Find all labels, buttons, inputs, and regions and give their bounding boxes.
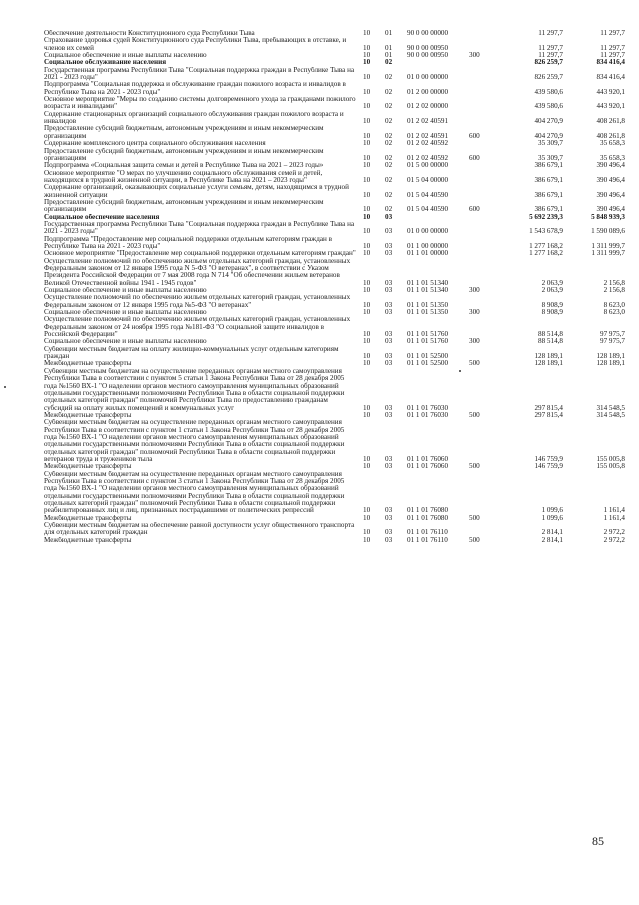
target-article-code: 01 1 01 51350 — [407, 309, 449, 317]
row-name: Межбюджетные трансферты — [44, 514, 132, 522]
table-row — [44, 170, 625, 185]
expense-type-code — [469, 170, 503, 185]
table-row — [44, 67, 625, 82]
amount-year-2: 128 189,1 — [596, 352, 625, 361]
expense-type-code — [469, 30, 503, 37]
subsection-code: 03 — [385, 506, 393, 515]
expense-type-code: 500 — [469, 360, 480, 368]
amount-year-2: 390 496,4 — [596, 205, 625, 214]
amount-year-2: 1 161,4 — [603, 514, 625, 522]
row-name: Субвенции местным бюджетам на осуществление переданных органам местного самоуправления Республики Тыва в соответствии с пунктом 3 статьи 1 Закона Республики Тыва от 28 декабря 2005 года №1560 ВХ-1 "О наделении органов местного самоуправления муниципальных образований отдельными государственными полномочиями Республики Тыва в области социальной поддержки отдельных категорий граждан" полномочий Республики Тыва в области социальной поддержки реабилитированных лиц и лиц, признанных пострадавшими от политических репрессий — [44, 470, 345, 515]
amount-year-2: 834 416,4 — [596, 59, 625, 67]
budget-page — [0, 30, 639, 544]
amount-year-2: 2 972,2 — [603, 536, 625, 544]
table-row — [44, 184, 625, 199]
target-article-code: 01 1 01 51340 — [407, 278, 449, 287]
amount-year-2: 8 623,0 — [603, 309, 625, 317]
section-code: 10 — [363, 213, 371, 221]
target-article-code: 01 1 01 51340 — [407, 287, 449, 295]
amount-year-1: 1 099,6 — [541, 514, 563, 522]
section-code: 10 — [363, 463, 371, 471]
scan-speck — [4, 386, 6, 388]
subsection-code: 03 — [385, 278, 393, 287]
subsection-code: 02 — [385, 102, 393, 111]
subsection-code: 03 — [385, 514, 393, 522]
expense-type-code: 500 — [469, 411, 480, 419]
table-row — [44, 52, 625, 59]
subsection-code: 02 — [385, 190, 393, 199]
amount-year-1: 146 759,9 — [534, 463, 563, 471]
amount-year-2: 11 297,7 — [600, 52, 625, 60]
target-article-code: 90 0 00 00000 — [407, 30, 449, 37]
amount-year-2: 155 005,8 — [596, 454, 625, 463]
subsection-code: 03 — [385, 250, 393, 258]
table-row — [44, 515, 625, 522]
row-name: Основное мероприятие "Меры по созданию системы долговременного ухода за гражданами пожилого возраста и инвалидами" — [44, 96, 356, 111]
section-code: 10 — [363, 278, 371, 287]
target-article-code: 01 1 01 76030 — [407, 403, 449, 412]
section-code: 10 — [363, 241, 371, 250]
table-row — [44, 30, 625, 37]
expense-type-code — [469, 67, 503, 82]
subsection-code: 02 — [385, 117, 393, 126]
expense-type-code: 500 — [469, 514, 480, 522]
section-code: 10 — [363, 330, 371, 339]
amount-year-2: 2 156,8 — [603, 278, 625, 287]
amount-year-2: 128 189,1 — [596, 360, 625, 368]
amount-year-1: 128 189,1 — [534, 360, 563, 368]
expense-type-code — [469, 111, 503, 126]
amount-year-2: 443 920,1 — [596, 102, 625, 111]
subsection-code: 02 — [385, 59, 393, 67]
amount-year-1: 297 815,4 — [534, 411, 563, 419]
section-code: 10 — [363, 250, 371, 258]
budget-table-body — [44, 30, 625, 544]
amount-year-1: 1 277 168,2 — [529, 241, 563, 250]
table-row — [44, 346, 625, 361]
amount-year-2: 35 658,3 — [600, 140, 625, 148]
row-name: Социальное обеспечение и иные выплаты населению — [44, 338, 207, 346]
subsection-code: 01 — [385, 43, 393, 52]
target-article-code: 01 1 01 51350 — [407, 300, 449, 309]
row-name: Предоставление субсидий бюджетным, автономным учреждениям и иным некоммерческим организациям — [44, 125, 324, 140]
expense-type-code — [469, 316, 503, 338]
amount-year-1: 2 814,1 — [541, 528, 563, 537]
expense-type-code: 600 — [469, 205, 480, 214]
section-code: 10 — [363, 360, 371, 368]
table-row — [44, 463, 625, 470]
subsection-code: 03 — [385, 338, 393, 346]
subsection-code: 03 — [385, 330, 393, 339]
expense-type-code — [469, 471, 503, 515]
target-article-code: 01 1 01 76080 — [407, 506, 449, 515]
amount-year-1: 2 063,9 — [541, 278, 563, 287]
expense-type-code — [469, 419, 503, 463]
expense-type-code — [469, 162, 503, 169]
target-article-code: 01 1 01 51760 — [407, 330, 449, 339]
row-name: Субвенции местным бюджетам на оплату жилищно-коммунальных услуг отдельным категориям граждан — [44, 345, 339, 361]
expense-type-code — [469, 258, 503, 287]
amount-year-2: 155 005,8 — [596, 463, 625, 471]
amount-year-1: 8 908,9 — [541, 309, 563, 317]
subsection-code: 03 — [385, 454, 393, 463]
subsection-code: 03 — [385, 213, 393, 221]
table-row — [44, 294, 625, 309]
row-name: Осуществление полномочий по обеспечению жильем отдельных категорий граждан, установленных Федеральным законом от 12 января 1995 года №5-ФЗ "О ветеранах" — [44, 294, 351, 309]
amount-year-1: 404 270,9 — [534, 117, 563, 126]
row-name: Межбюджетные трансферты — [44, 411, 132, 419]
table-row — [44, 360, 625, 367]
amount-year-1: 146 759,9 — [534, 454, 563, 463]
subsection-code: 03 — [385, 536, 393, 544]
row-name: Осуществление полномочий по обеспечению жильем отдельных категорий граждан, установленных Федеральным законом от 24 ноября 1995 года №181-ФЗ "О социальной защите инвалидов в Российской Федерации" — [44, 316, 351, 339]
target-article-code: 01 5 04 00000 — [407, 175, 449, 184]
section-code: 10 — [363, 506, 371, 515]
expense-type-code — [469, 221, 503, 236]
table-row — [44, 258, 625, 287]
section-code: 10 — [363, 309, 371, 317]
section-code: 10 — [363, 300, 371, 309]
subsection-code: 01 — [385, 30, 393, 37]
target-article-code: 01 5 04 40590 — [407, 205, 449, 214]
subsection-code: 03 — [385, 528, 393, 537]
amount-year-1: 1 099,6 — [541, 506, 563, 515]
expense-type-code — [469, 140, 503, 147]
amount-year-1: 2 063,9 — [541, 287, 563, 295]
row-name: Предоставление субсидий бюджетным, автономным учреждениям и иным некоммерческим организациям — [44, 147, 324, 162]
amount-year-1: 404 270,9 — [534, 131, 563, 140]
table-row — [44, 96, 625, 111]
target-article-code: 01 2 02 40591 — [407, 131, 449, 140]
amount-year-2: 5 848 939,3 — [591, 213, 625, 221]
target-article-code: 01 2 02 00000 — [407, 102, 449, 111]
expense-type-code — [469, 250, 503, 257]
row-name: Государственная программа Республики Тыва "Социальная поддержка граждан в Республике Тыва на 2021 - 2023 годы" — [44, 220, 355, 236]
subsection-code: 03 — [385, 287, 393, 295]
expense-type-code: 600 — [469, 153, 480, 162]
subsection-code: 03 — [385, 300, 393, 309]
section-code: 10 — [363, 30, 371, 37]
row-name: Содержание стационарных организаций социального обслуживания граждан пожилого возраста и инвалидов — [44, 110, 344, 126]
section-code: 10 — [363, 102, 371, 111]
table-row — [44, 309, 625, 316]
expense-type-code — [469, 81, 503, 96]
amount-year-2: 11 297,7 — [600, 43, 625, 52]
target-article-code: 01 1 01 51760 — [407, 338, 449, 346]
amount-year-2: 97 975,7 — [600, 330, 625, 339]
subsection-code: 02 — [385, 131, 393, 140]
expense-type-code — [469, 214, 503, 221]
table-row — [44, 214, 625, 221]
table-row — [44, 125, 625, 140]
row-name: Страхование здоровья судей Конституционного суда Республики Тыва, пребывающих в отставке, и членов их семей — [44, 37, 347, 52]
section-code: 10 — [363, 528, 371, 537]
row-name: Подпрограмма «Социальная защита семьи и детей в Республике Тыва на 2021 – 2023 годы» — [44, 162, 324, 170]
table-row — [44, 412, 625, 419]
amount-year-1: 386 679,1 — [534, 175, 563, 184]
subsection-code: 03 — [385, 463, 393, 471]
amount-year-2: 443 920,1 — [596, 87, 625, 96]
section-code: 10 — [363, 352, 371, 361]
row-name: Субвенции местным бюджетам на обеспечение равной доступности услуг общественного транспорта для отдельных категорий граждан — [44, 522, 355, 537]
table-row — [44, 37, 625, 52]
amount-year-2: 390 496,4 — [596, 162, 625, 170]
row-name: Государственная программа Республики Тыва "Социальная поддержка граждан в Республике Тыва на 2021 - 2023 годы" — [44, 66, 355, 82]
row-name: Содержание комплексного центра социального обслуживания населения — [44, 140, 266, 148]
amount-year-2: 390 496,4 — [596, 190, 625, 199]
row-name: Межбюджетные трансферты — [44, 360, 132, 368]
amount-year-1: 128 189,1 — [534, 352, 563, 361]
section-code: 10 — [363, 338, 371, 346]
amount-year-2: 1 311 999,7 — [591, 250, 625, 258]
amount-year-1: 297 815,4 — [534, 403, 563, 412]
amount-year-1: 8 908,9 — [541, 300, 563, 309]
target-article-code: 01 2 02 40591 — [407, 117, 449, 126]
section-code: 10 — [363, 175, 371, 184]
expense-type-code — [469, 184, 503, 199]
section-code: 10 — [363, 59, 371, 67]
table-row — [44, 162, 625, 169]
subsection-code: 03 — [385, 360, 393, 368]
expense-type-code — [469, 96, 503, 111]
amount-year-1: 826 259,7 — [534, 73, 563, 82]
table-row — [44, 338, 625, 345]
target-article-code: 90 0 00 00950 — [407, 52, 449, 60]
amount-year-2: 1 161,4 — [603, 506, 625, 515]
subsection-code: 03 — [385, 227, 393, 236]
target-article-code: 01 1 01 76110 — [407, 528, 448, 537]
section-code: 10 — [363, 43, 371, 52]
target-article-code: 01 2 02 40592 — [407, 140, 449, 148]
expense-type-code — [469, 346, 503, 361]
table-row — [44, 81, 625, 96]
target-article-code: 01 0 00 00000 — [407, 73, 449, 82]
table-row — [44, 59, 625, 66]
subsection-code: 02 — [385, 87, 393, 96]
section-code: 10 — [363, 536, 371, 544]
section-code: 10 — [363, 52, 371, 60]
table-row — [44, 140, 625, 147]
target-article-code: 01 0 00 00000 — [407, 227, 449, 236]
subsection-code: 03 — [385, 241, 393, 250]
row-name: Межбюджетные трансферты — [44, 536, 132, 544]
section-code: 10 — [363, 117, 371, 126]
expense-type-code: 500 — [469, 536, 480, 544]
section-code: 10 — [363, 514, 371, 522]
section-code: 10 — [363, 227, 371, 236]
section-code: 10 — [363, 162, 371, 170]
amount-year-2: 8 623,0 — [603, 300, 625, 309]
amount-year-1: 5 692 239,3 — [529, 213, 563, 221]
amount-year-1: 88 514,8 — [538, 330, 563, 339]
amount-year-1: 1 277 168,2 — [529, 250, 563, 258]
table-row — [44, 250, 625, 257]
section-code: 10 — [363, 411, 371, 419]
table-row — [44, 471, 625, 515]
scan-speck — [459, 370, 461, 372]
section-code: 10 — [363, 140, 371, 148]
table-row — [44, 236, 625, 251]
section-code: 10 — [363, 454, 371, 463]
target-article-code: 01 1 01 00000 — [407, 250, 449, 258]
target-article-code: 01 1 01 52500 — [407, 360, 449, 368]
expense-type-code: 300 — [469, 287, 480, 295]
target-article-code: 90 0 00 00950 — [407, 43, 449, 52]
section-code: 10 — [363, 287, 371, 295]
amount-year-2: 834 416,4 — [596, 73, 625, 82]
expense-type-code — [469, 59, 503, 66]
row-name: Социальное обеспечение и иные выплаты населению — [44, 287, 207, 295]
target-article-code: 01 2 02 40592 — [407, 153, 449, 162]
row-name: Осуществление полномочий по обеспечению жильем отдельных категорий граждан, установленных Федеральным законом от 12 января 1995 года N 5-ФЗ "О ветеранах", в соответствии с Указом Президента Российской Федерации от 7 мая 2008 года N 714 "Об обеспечении жильем ветеранов Великой Отечественной войны 1941 - 1945 годов" — [44, 257, 351, 287]
table-row — [44, 419, 625, 463]
table-row — [44, 199, 625, 214]
table-row — [44, 287, 625, 294]
target-article-code: 01 2 00 00000 — [407, 87, 449, 96]
amount-year-2: 408 261,8 — [596, 117, 625, 126]
amount-year-1: 11 297,7 — [538, 30, 563, 37]
table-row — [44, 111, 625, 126]
expense-type-code: 500 — [469, 463, 480, 471]
subsection-code: 02 — [385, 175, 393, 184]
amount-year-1: 35 309,7 — [538, 140, 563, 148]
row-name: Социальное обеспечение и иные выплаты населению — [44, 309, 207, 317]
section-code: 10 — [363, 73, 371, 82]
target-article-code: 01 1 01 52500 — [407, 352, 449, 361]
target-article-code: 01 1 01 76030 — [407, 411, 449, 419]
row-name: Основное мероприятие "О мерах по улучшению социального обслуживания семей и детей, находящихся в трудной жизненной ситуации, в Республике Тыва на 2021 – 2023 годы" — [44, 169, 323, 184]
subsection-code: 02 — [385, 162, 393, 170]
target-article-code — [407, 214, 469, 221]
amount-year-2: 408 261,8 — [596, 131, 625, 140]
subsection-code: 03 — [385, 309, 393, 317]
subsection-code: 02 — [385, 205, 393, 214]
target-article-code: 01 1 01 76080 — [407, 514, 449, 522]
table-row — [44, 537, 625, 544]
amount-year-2: 390 496,4 — [596, 175, 625, 184]
subsection-code: 02 — [385, 73, 393, 82]
target-article-code: 01 1 01 76110 — [407, 536, 448, 544]
row-name: Субвенции местным бюджетам на осуществление переданных органам местного самоуправления Республики Тыва в соответствии с пунктом 5 статьи 1 Закона Республики Тыва от 28 декабря 2005 года №1560 ВХ-1 "О наделении органов местного самоуправления муниципальных образований отдельными государственными полномочиями Республики Тыва в области социальной поддержки отдельных категорий граждан" полномочий Республики Тыва по предоставлению гражданам субсидий на оплату жилых помещений и коммунальных услуг — [44, 367, 345, 412]
target-article-code: 01 1 01 76060 — [407, 454, 449, 463]
row-name: Субвенции местным бюджетам на осуществление переданных органам местного самоуправления Республики Тыва в соответствии с пунктом 1 статьи 1 Закона Республики Тыва от 28 декабря 2005 года №1560 ВХ-1 "О наделении органов местного самоуправления муниципальных образований отдельными государственными полномочиями Республики Тыва в области социальной поддержки отдельных категорий граждан" полномочий Республики Тыва в области социальной поддержки ветеранов труда и тружеников тыла — [44, 419, 345, 463]
target-article-code: 01 5 04 40590 — [407, 190, 449, 199]
amount-year-1: 88 514,8 — [538, 338, 563, 346]
row-name: Социальное обеспечение и иные выплаты населению — [44, 52, 207, 60]
expense-type-code — [469, 368, 503, 412]
row-name: Подпрограмма "Предоставление мер социальной поддержки отдельным категориям граждан в Республике Тыва на 2021 - 2023 годы" — [44, 235, 333, 250]
row-name: Социальное обеспечение населения — [44, 213, 160, 221]
section-code: 10 — [363, 153, 371, 162]
subsection-code: 01 — [385, 52, 393, 60]
subsection-code: 02 — [385, 140, 393, 148]
amount-year-2: 97 975,7 — [600, 338, 625, 346]
target-article-code: 01 5 00 00000 — [407, 162, 449, 170]
amount-year-1: 35 309,7 — [538, 153, 563, 162]
table-row — [44, 148, 625, 163]
subsection-code: 03 — [385, 352, 393, 361]
amount-year-2: 2 972,2 — [603, 528, 625, 537]
section-code: 10 — [363, 403, 371, 412]
amount-year-1: 11 297,7 — [538, 43, 563, 52]
expense-type-code — [469, 37, 503, 52]
table-row — [44, 522, 625, 537]
expense-type-code — [469, 236, 503, 251]
expense-type-code: 300 — [469, 52, 480, 60]
amount-year-1: 2 814,1 — [541, 536, 563, 544]
row-name: Основное мероприятие "Предоставление мер социальной поддержки отдельным категориям граждан" — [44, 250, 356, 258]
amount-year-2: 1 311 999,7 — [591, 241, 625, 250]
amount-year-1: 386 679,1 — [534, 190, 563, 199]
expense-type-code: 300 — [469, 338, 480, 346]
amount-year-1: 826 259,7 — [534, 59, 563, 67]
expense-type-code: 300 — [469, 309, 480, 317]
row-name: Социальное обслуживание населения — [44, 59, 167, 67]
subsection-code: 03 — [385, 411, 393, 419]
section-code: 10 — [363, 131, 371, 140]
target-article-code — [407, 59, 469, 66]
row-name: Межбюджетные трансферты — [44, 463, 132, 471]
amount-year-2: 35 658,3 — [600, 153, 625, 162]
row-name: Обеспечение деятельности Конституционного суда Республики Тыва — [44, 30, 255, 37]
expense-type-code — [469, 522, 503, 537]
section-code: 10 — [363, 205, 371, 214]
target-article-code: 01 1 01 76060 — [407, 463, 449, 471]
page-number: 85 — [592, 834, 604, 848]
section-code: 10 — [363, 87, 371, 96]
budget-table — [44, 30, 625, 544]
amount-year-1: 439 580,6 — [534, 102, 563, 111]
table-row — [44, 368, 625, 412]
subsection-code: 03 — [385, 403, 393, 412]
amount-year-1: 11 297,7 — [538, 52, 563, 60]
section-code: 10 — [363, 190, 371, 199]
subsection-code: 02 — [385, 153, 393, 162]
amount-year-2: 2 156,8 — [603, 287, 625, 295]
amount-year-1: 1 543 678,9 — [529, 227, 563, 236]
amount-year-2: 314 548,5 — [596, 411, 625, 419]
target-article-code: 01 1 00 00000 — [407, 241, 449, 250]
amount-year-2: 314 548,5 — [596, 403, 625, 412]
amount-year-1: 386 679,1 — [534, 205, 563, 214]
row-name: Содержание организаций, оказывающих социальные услуги семьям, детям, находящимся в трудной жизненной ситуации — [44, 184, 349, 199]
expense-type-code: 600 — [469, 131, 480, 140]
table-row — [44, 221, 625, 236]
row-name: Предоставление субсидий бюджетным, автономным учреждениям и иным некоммерческим организациям — [44, 198, 324, 214]
amount-year-2: 1 590 089,6 — [591, 227, 625, 236]
expense-type-code — [469, 294, 503, 309]
amount-year-2: 11 297,7 — [600, 30, 625, 37]
amount-year-1: 439 580,6 — [534, 87, 563, 96]
row-name: Подпрограмма "Социальная поддержка и обслуживание граждан пожилого возраста и инвалидов в Республике Тыва на 2021 - 2023 годы" — [44, 81, 346, 96]
table-row — [44, 316, 625, 338]
amount-year-1: 386 679,1 — [534, 162, 563, 170]
